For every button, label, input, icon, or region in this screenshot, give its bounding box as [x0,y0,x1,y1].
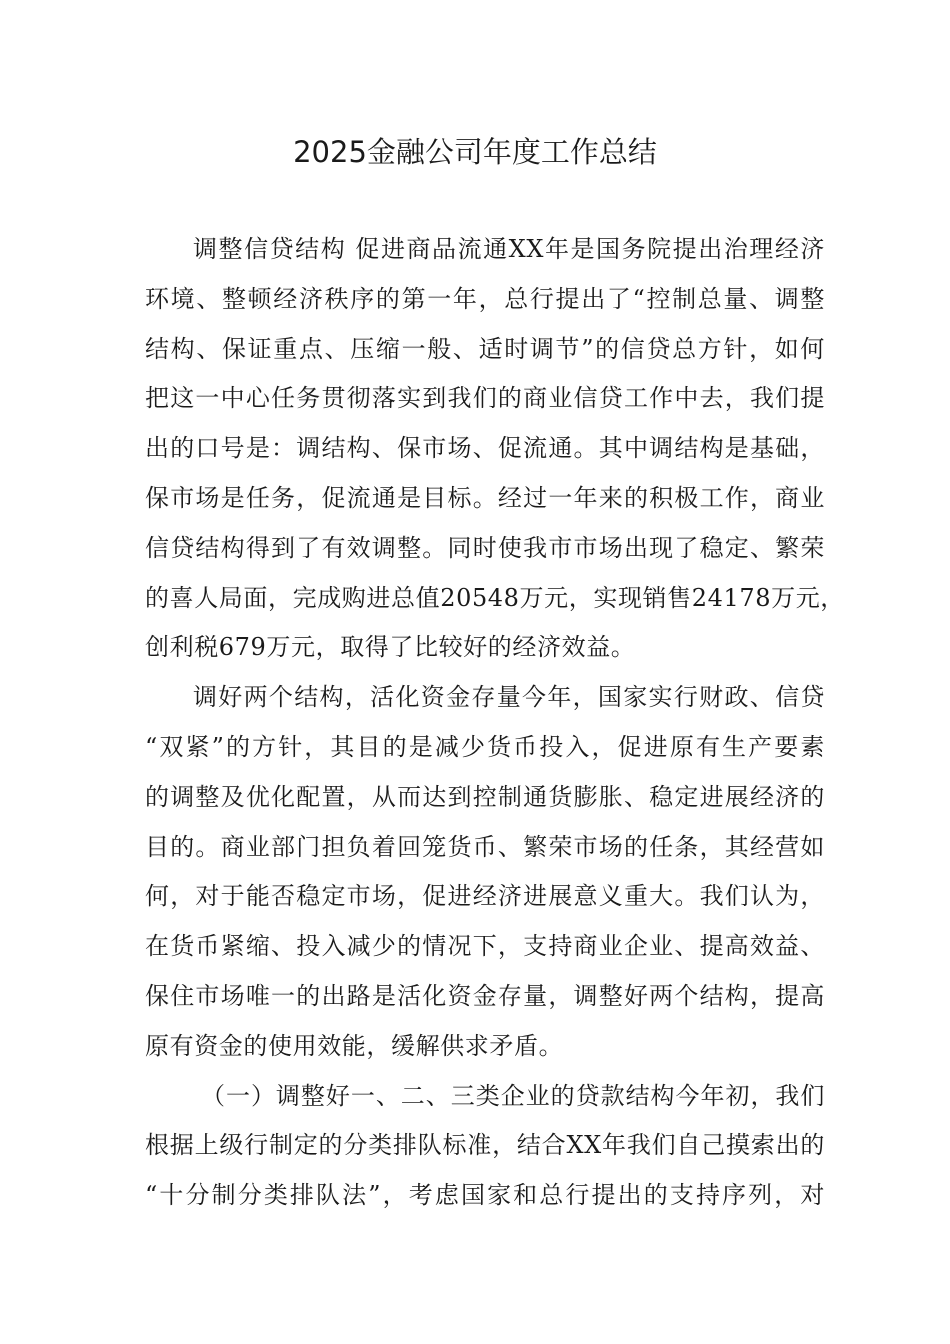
paragraph-1-line: 创利税679万元，取得了比较好的经济效益。 [145,633,636,662]
paragraph-2-line: 在货币紧缩、投入减少的情况下，支持商业企业、提高效益、 [145,932,825,961]
document-title: 2025金融公司年度工作总结 [293,135,657,169]
paragraph-2-line: 原有资金的使用效能，缓解供求矛盾。 [145,1031,564,1060]
paragraph-2-line: 调好两个结构，活化资金存量今年，国家实行财政、信贷 [193,683,825,712]
paragraph-2-line: 何，对于能否稳定市场，促进经济进展意义重大。我们认为， [145,882,825,911]
document-body [145,225,845,1221]
paragraph-2-line: 目的。商业部门担负着回笼货币、繁荣市场的任条，其经营如 [145,832,825,861]
paragraph-1-line: 信贷结构得到了有效调整。同时使我市市场出现了稳定、繁荣 [145,533,825,562]
paragraph-2-line: 的调整及优化配置，从而达到控制通货膨胀、稳定进展经济的 [145,782,825,811]
paragraph-1-line: 调整信贷结构 促进商品流通XX年是国务院提出治理经济 [193,235,825,263]
paragraph-1-line: 的喜人局面，完成购进总值20548万元，实现销售24178万元， [145,583,845,612]
paragraph-1-line: 把这一中心任务贯彻落实到我们的商业信贷工作中去，我们提 [145,384,825,413]
paragraph-1-line: 保市场是任务，促流通是目标。经过一年来的积极工作，商业 [145,483,825,512]
paragraph-1-line: 出的口号是：调结构、保市场、促流通。其中调结构是基础， [145,434,825,463]
paragraph-1-line: 结构、保证重点、压缩一般、适时调节”的信贷总方针，如何 [145,334,825,363]
paragraph-1-line: 环境、整顿经济秩序的第一年，总行提出了“控制总量、调整 [145,284,825,313]
paragraph-3-line: 根据上级行制定的分类排队标准，结合XX年我们自己摸索出的 [145,1131,825,1160]
paragraph-3-line: （一）调整好一、二、三类企业的贷款结构今年初，我们 [201,1081,825,1110]
paragraph-3-line: “十分制分类排队法”，考虑国家和总行提出的支持序列，对 [145,1181,825,1210]
paragraph-2-line: 保住市场唯一的出路是活化资金存量，调整好两个结构，提高 [145,981,825,1010]
paragraph-2-line: “双紧”的方针，其目的是减少货币投入，促进原有生产要素 [145,732,825,761]
